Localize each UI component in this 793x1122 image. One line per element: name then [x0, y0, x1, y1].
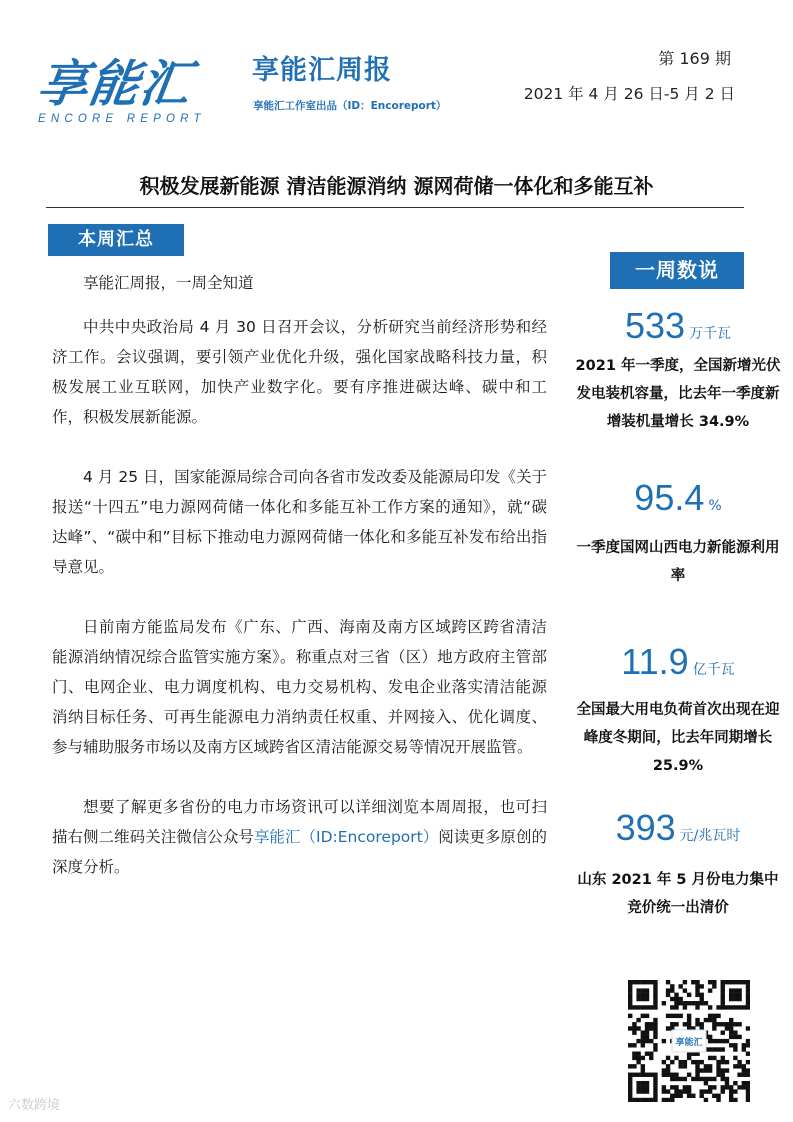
stat-value: 95.4: [634, 477, 705, 518]
stats-tag: 一周数说: [610, 252, 744, 289]
stat-value: 533: [624, 305, 686, 346]
wechat-account-link[interactable]: 享能汇（ID:Encoreport）: [253, 828, 439, 846]
qr-code[interactable]: [628, 980, 750, 1102]
summary-intro: 享能汇周报，一周全知道: [83, 274, 254, 292]
page-headline: 积极发展新能源 清洁能源消纳 源网荷储一体化和多能互补: [139, 174, 654, 198]
stat-unit: %: [708, 498, 722, 514]
stat-figure: [568, 806, 788, 850]
summary-paragraph-2: 4 月 25 日，国家能源局综合司向各省市发改委及能源局印发《关于报送“十四五”电力源网荷储一体化和多能互补工作方案的通知》，就“碳达峰”、“碳中和”目标下推动电力源网荷储一体化和多能互补发布给出指导意见。: [52, 468, 547, 576]
stat-item: [568, 806, 788, 922]
stat-item: [568, 476, 788, 590]
brand-subtitle: 享能汇工作室出品（ID：Encoreport）: [253, 100, 447, 112]
logo: [33, 55, 223, 128]
logo-subtitle: ENCORE REPORT: [38, 113, 206, 125]
stat-unit: 亿千瓦: [692, 662, 735, 678]
summary-paragraph-4: [52, 792, 547, 882]
issue-number: 第 169 期: [658, 49, 731, 68]
stat-figure: [568, 640, 788, 684]
stat-value: 393: [615, 807, 676, 848]
stat-description: 2021 年一季度，全国新增光伏发电装机容量，比去年一季度新增装机量增长 34.9%: [575, 358, 781, 430]
stat-description: 全国最大用电负荷首次出现在迎峰度冬期间，比去年同期增长 25.9%: [576, 702, 780, 774]
summary-paragraph-1: 中共中央政治局 4 月 30 日召开会议，分析研究当前经济形势和经济工作。会议强调，要引领产业优化升级，强化国家战略科技力量，积极发展工业互联网，加快产业数字化。要有序推进碳达峰、碳中和工作，积极发展新能源。: [52, 318, 547, 426]
qr-code-image: [628, 980, 750, 1102]
qr-center-logo: 享能汇: [675, 1038, 703, 1048]
stat-item: [568, 640, 788, 780]
stat-value: 11.9: [621, 641, 689, 682]
stat-description: 一季度国网山西电力新能源利用率: [576, 540, 780, 584]
stat-item: [568, 304, 788, 436]
summary-paragraph-3: 日前南方能监局发布《广东、广西、海南及南方区域跨区跨省清洁能源消纳情况综合监管实施方案》。称重点对三省（区）地方政府主管部门、电网企业、电力调度机构、电力交易机构、发电企业落实清洁能源消纳目标任务、可再生能源电力消纳责任权重、并网接入、优化调度、参与辅助服务市场以及南方区域跨省区清洁能源交易等情况开展监管。: [52, 618, 547, 756]
date-range: 2021 年 4 月 26 日-5 月 2 日: [523, 85, 735, 103]
stat-unit: 万千瓦: [689, 326, 732, 342]
stat-description: 山东 2021 年 5 月份电力集中竞价统一出清价: [577, 872, 779, 916]
divider: [46, 207, 744, 208]
stat-unit: 元/兆瓦时: [679, 828, 741, 844]
stat-figure: [568, 476, 788, 520]
paragraph-4-lead: 想要了解更多省份的电力市场资讯可以详细浏览本周周报，也可扫描右侧二维码关注微信公众号: [52, 798, 547, 846]
brand-title: 享能汇周报: [252, 55, 392, 86]
summary-body: [52, 268, 547, 912]
logo-text: 享能汇: [33, 55, 196, 113]
stat-figure: [568, 304, 788, 348]
summary-tag: 本周汇总: [48, 224, 184, 256]
watermark: 六数跨境: [8, 1098, 61, 1113]
paragraph-4-tail: 阅读更多原创的深度分析。: [52, 828, 547, 876]
